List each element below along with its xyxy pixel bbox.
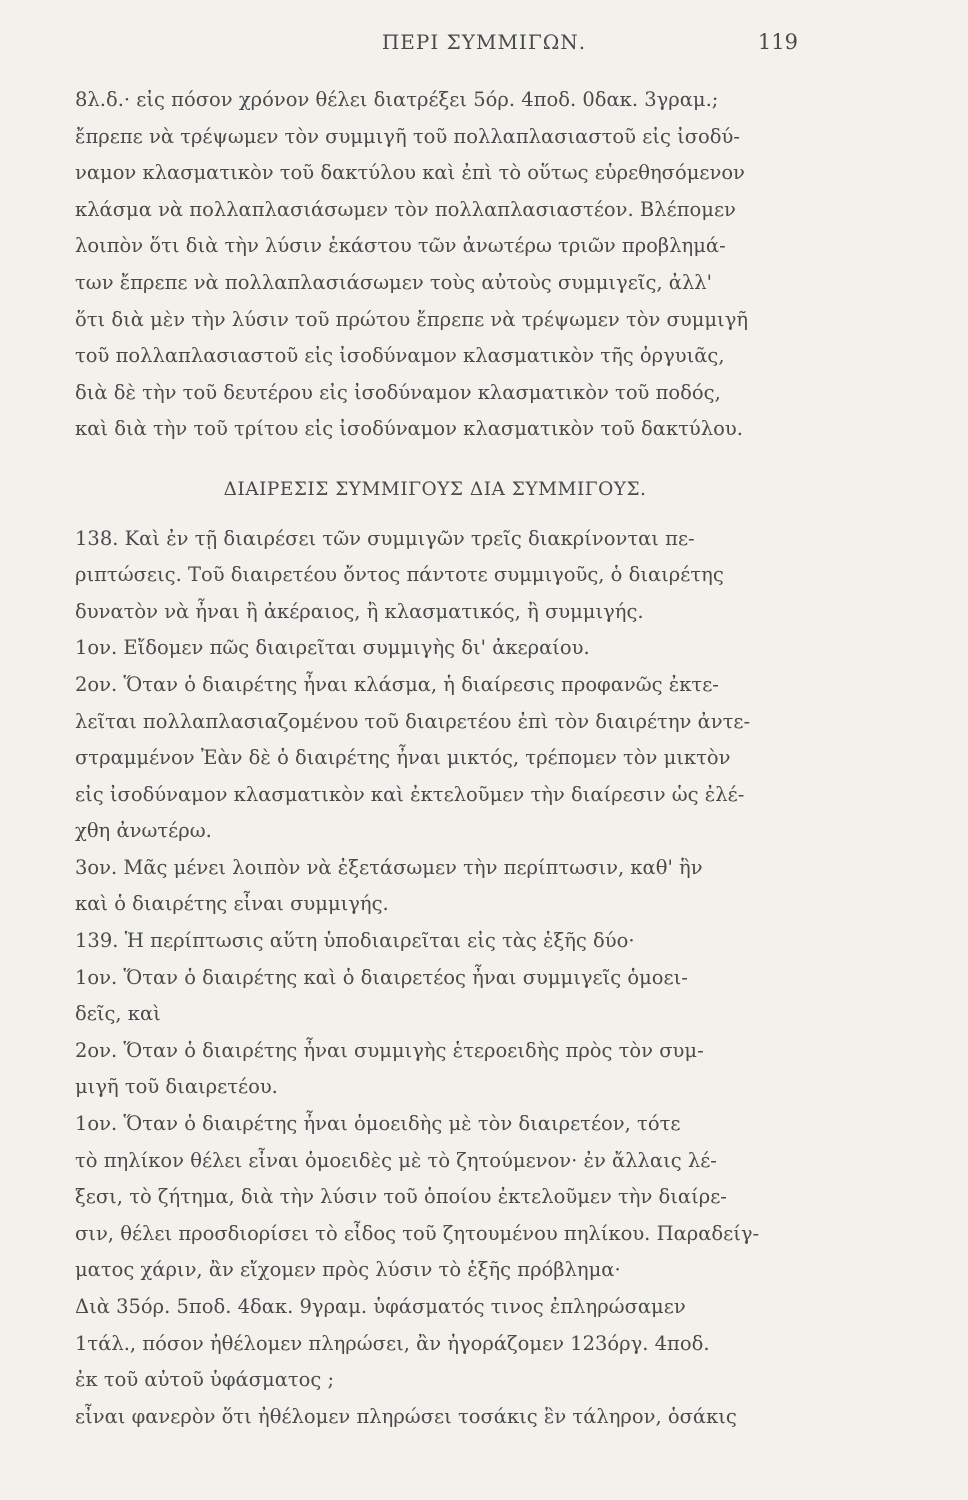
text-line: δυνατὸν νὰ ἦναι ἢ ἀκέραιος, ἢ κλασματικός, ἢ συμμιγής. — [75, 599, 644, 623]
text-line: 8λ.δ.· εἰς πόσον χρόνον θέλει διατρέξει 5όρ. 4ποδ. 0δακ. 3γραμ.; — [75, 88, 719, 111]
body-text — [75, 82, 795, 1435]
text-line: των ἔπρεπε νὰ πολλαπλασιάσωμεν τοὺς αὐτοὺς συμμιγεῖς, ἀλλ' — [75, 270, 713, 294]
text-line: 1ον. Ὅταν ὁ διαιρέτης ἦναι ὁμοειδὴς μὲ τὸν διαιρετέον, τότε — [75, 1112, 681, 1136]
text-line: 1ον. Εἴδομεν πῶς διαιρεῖται συμμιγὴς δι' ἀκεραίου. — [75, 636, 590, 660]
text-line: καὶ ὁ διαιρέτης εἶναι συμμιγής. — [75, 892, 389, 916]
text-line: μιγῆ τοῦ διαιρετέου. — [75, 1075, 278, 1099]
text-line: καὶ διὰ τὴν τοῦ τρίτου εἰς ἰσοδύναμον κλασματικὸν τοῦ δακτύλου. — [75, 417, 743, 441]
text-line: ἐκ τοῦ αὐτοῦ ὑφάσματος ; — [75, 1368, 335, 1392]
text-line: τὸ πηλίκον θέλει εἶναι ὁμοειδὲς μὲ τὸ ζητούμενον· ἐν ἄλλαις λέ- — [75, 1148, 717, 1172]
text-line: τοῦ πολλαπλασιαστοῦ εἰς ἰσοδύναμον κλασματικὸν τῆς ὀργυιᾶς, — [75, 344, 725, 368]
section-heading: ΔΙΑΙΡΕΣΙΣ ΣΥΜΜΙΓΟΥΣ ΔΙΑ ΣΥΜΜΙΓΟΥΣ. — [223, 478, 647, 500]
text-line: διὰ δὲ τὴν τοῦ δευτέρου εἰς ἰσοδύναμον κλασματικὸν τοῦ ποδός, — [75, 380, 721, 404]
text-line: χθη ἀνωτέρω. — [75, 819, 212, 843]
text-line: δεῖς, καὶ — [75, 1002, 161, 1026]
text-line: ναμον κλασματικὸν τοῦ δακτύλου καὶ ἐπὶ τὸ οὕτως εὑρεθησόμενον — [75, 161, 745, 185]
text-line: εἰς ἰσοδύναμον κλασματικὸν καὶ ἐκτελοῦμεν τὴν διαίρεσιν ὡς ἐλέ- — [75, 782, 745, 806]
text-line: ριπτώσεις. Τοῦ διαιρετέου ὄντος πάντοτε συμμιγοῦς, ὁ διαιρέτης — [75, 563, 724, 587]
text-line: κλάσμα νὰ πολλαπλασιάσωμεν τὸν πολλαπλασιαστέον. Βλέπομεν — [75, 197, 736, 221]
text-line: ὅτι διὰ μὲν τὴν λύσιν τοῦ πρώτου ἔπρεπε νὰ τρέψωμεν τὸν συμμιγῆ — [75, 307, 749, 331]
text-line: 1ον. Ὅταν ὁ διαιρέτης καὶ ὁ διαιρετέος ἦναι συμμιγεῖς ὁμοει- — [75, 965, 688, 989]
running-title: ΠΕΡΙ ΣΥΜΜΙΓΩΝ. — [381, 30, 587, 54]
page-number: 119 — [757, 30, 798, 54]
text-line: ξεσι, τὸ ζήτημα, διὰ τὴν λύσιν τοῦ ὁποίου ἐκτελοῦμεν τὴν διαίρε- — [75, 1185, 727, 1209]
paragraph-continuation — [75, 82, 795, 448]
running-head — [0, 30, 968, 70]
text-line: εἶναι φανερὸν ὅτι ἠθέλομεν πληρώσει τοσάκις ἓν τάληρον, ὁσάκις — [75, 1404, 737, 1428]
text-line: 2ον. Ὅταν ὁ διαιρέτης ἦναι κλάσμα, ἡ διαίρεσις προφανῶς ἐκτε- — [75, 672, 719, 696]
text-line: 139. Ἡ περίπτωσις αὕτη ὑποδιαιρεῖται εἰς τὰς ἑξῆς δύο· — [75, 929, 635, 953]
text-line: ἔπρεπε νὰ τρέψωμεν τὸν συμμιγῆ τοῦ πολλαπλασιαστοῦ εἰς ἰσοδύ- — [75, 124, 740, 148]
text-line: σιν, θέλει προσδιορίσει τὸ εἶδος τοῦ ζητουμένου πηλίκου. Παραδείγ- — [75, 1221, 760, 1245]
text-line: 138. Καὶ ἐν τῇ διαιρέσει τῶν συμμιγῶν τρεῖς διακρίνονται πε- — [75, 526, 695, 550]
text-line: στραμμένον Ἐὰν δὲ ὁ διαιρέτης ἦναι μικτός, τρέπομεν τὸν μικτὸν — [75, 746, 731, 770]
text-line: Διὰ 35όρ. 5ποδ. 4δακ. 9γραμ. ὑφάσματός τινος ἐπληρώσαμεν — [75, 1295, 686, 1318]
text-line: λεῖται πολλαπλασιαζομένου τοῦ διαιρετέου ἐπὶ τὸν διαιρέτην ἀντε- — [75, 709, 751, 733]
text-line: 1τάλ., πόσον ἠθέλομεν πληρώσει, ἂν ἠγοράζομεν 123όργ. 4ποδ. — [75, 1331, 710, 1355]
section-body — [75, 521, 795, 1436]
text-line: 2ον. Ὅταν ὁ διαιρέτης ἦναι συμμιγὴς ἑτεροειδὴς πρὸς τὸν συμ- — [75, 1038, 704, 1062]
text-line: λοιπὸν ὅτι διὰ τὴν λύσιν ἑκάστου τῶν ἀνωτέρω τριῶν προβλημά- — [75, 234, 726, 258]
text-line: 3ον. Μᾶς μένει λοιπὸν νὰ ἐξετάσωμεν τὴν περίπτωσιν, καθ' ἣν — [75, 855, 703, 879]
text-line: ματος χάριν, ἂν εἴχομεν πρὸς λύσιν τὸ ἑξῆς πρόβλημα· — [75, 1258, 621, 1282]
